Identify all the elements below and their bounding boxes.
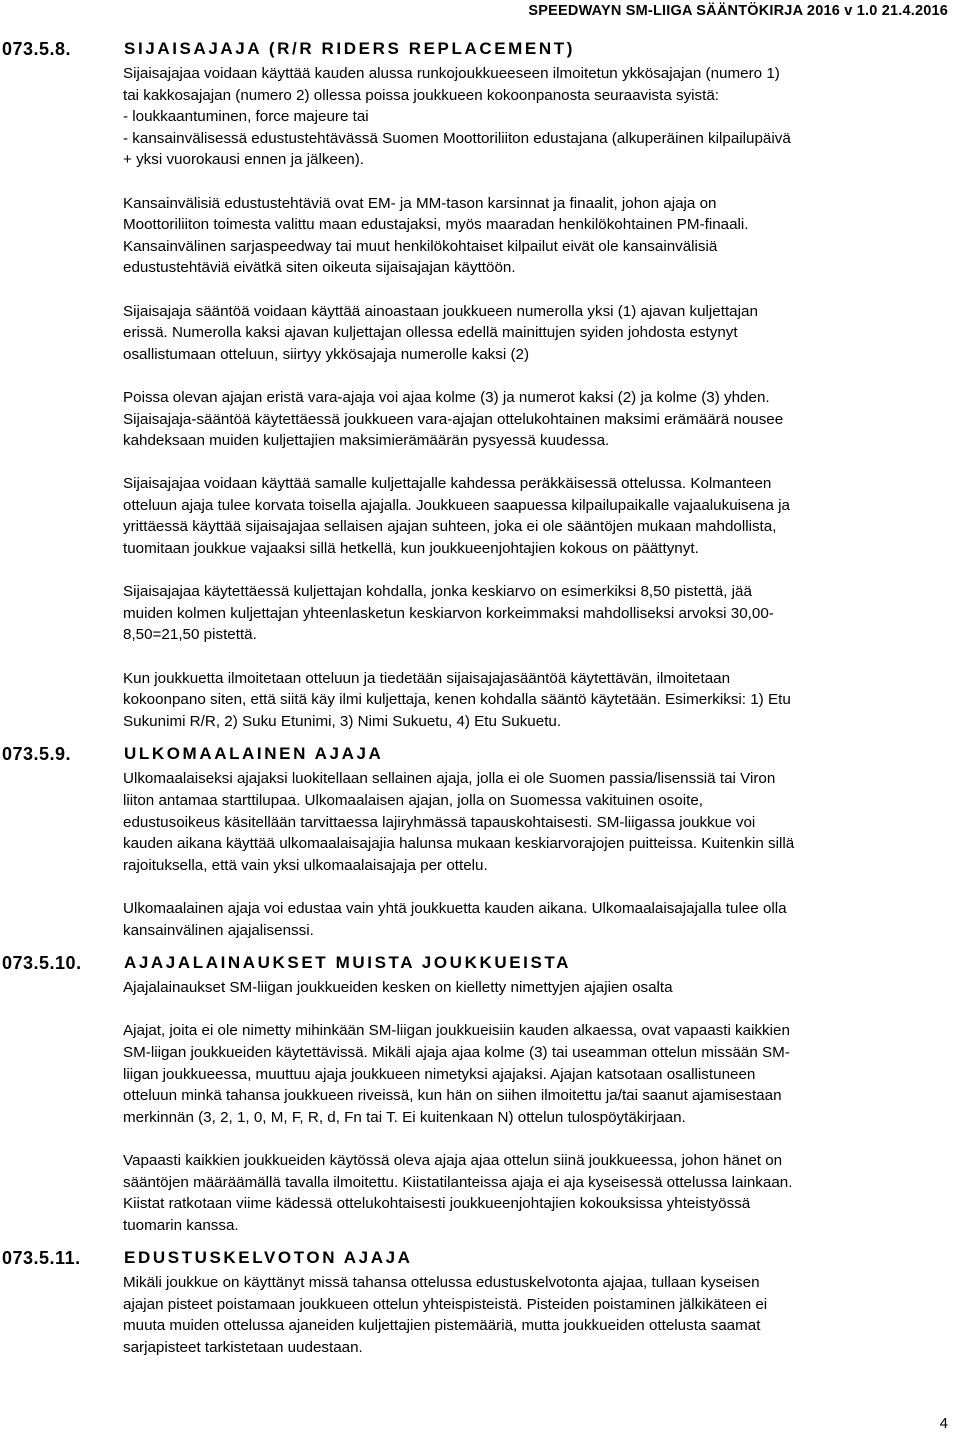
section-heading — [0, 953, 960, 977]
paragraph — [123, 193, 948, 279]
section-title: SIJAISAJAJA (R/R RIDERS REPLACEMENT) — [124, 39, 575, 58]
paragraph — [123, 668, 948, 733]
text-line: erissä. Numerolla kaksi ajavan kuljettajan ollessa edellä mainittujen syiden johdosta estynyt — [123, 324, 738, 342]
section-body — [123, 768, 948, 941]
text-line: rajoituksella, että vain yksi ulkomaalaisajaja per ottelu. — [123, 856, 488, 874]
text-line: Kun joukkuetta ilmoitetaan otteluun ja tiedetään sijaisajajasääntöä käytettävän, ilmoitetaan — [123, 669, 731, 687]
paragraph — [123, 1150, 948, 1236]
text-line: osallistumaan otteluun, siirtyy ykkösajaja numerolle kaksi (2) — [123, 345, 530, 363]
section-title: EDUSTUSKELVOTON AJAJA — [124, 1248, 413, 1268]
text-line: Sukunimi R/R, 2) Suku Etunimi, 3) Nimi Sukuetu, 4) Etu Sukuetu. — [123, 712, 562, 730]
section-number: 073.5.11. — [2, 1248, 81, 1269]
text-line: + yksi vuorokausi ennen ja jälkeen). — [123, 151, 365, 169]
text-line: kahdeksaan muiden kuljettajien maksimierämäärän pysyessä kuudessa. — [123, 432, 610, 450]
text-line: Ulkomaalainen ajaja voi edustaa vain yhtä joukkuetta kauden aikana. Ulkomaalaisajajalla tulee olla — [123, 899, 787, 917]
section-body — [123, 1272, 948, 1358]
text-line: tuomitaan joukkue vajaaksi sillä hetkellä, kun joukkueenjohtajien kokous on päättynyt. — [123, 540, 699, 558]
section-073-5-10 — [0, 953, 960, 1236]
paragraph — [123, 63, 948, 171]
text-line: edustustehtäviä eivätkä siten oikeuta sijaisajajan käyttöön. — [123, 259, 516, 277]
text-line: Poissa olevan ajajan eristä vara-ajaja voi ajaa kolme (3) ja numerot kaksi (2) ja kolme (3) yhden. — [123, 388, 770, 406]
text-line: tai kakkosajajan (numero 2) ollessa poissa joukkueen kokoonpanosta seuraavista syistä: — [123, 86, 720, 104]
text-line: Sijaisajaja-sääntöä käytettäessä joukkueen vara-ajajan ottelukohtainen maksimi erämäärä nousee — [123, 410, 784, 428]
text-line: otteluun ajaja tulee korvata toisella ajajalla. Joukkueen saapuessa kilpailupaikalle vajaalukuisena ja — [123, 496, 790, 514]
text-line: Kansainvälisiä edustustehtäviä ovat EM- ja MM-tason karsinnat ja finaalit, johon ajaja on — [123, 194, 717, 212]
text-line: Ajajat, joita ei ole nimetty mihinkään SM-liigan joukkueisiin kauden alkaessa, ovat vapaasti kaikkien — [123, 1022, 790, 1040]
text-line: 8,50=21,50 pistettä. — [123, 626, 257, 644]
text-line: Sijaisajajaa voidaan käyttää kauden alussa runkojoukkueeseen ilmoitetun ykkösajajan (numero 1) — [123, 65, 780, 82]
text-line: Kansainvälinen sarjaspeedway tai muut henkilökohtaiset kilpailut eivät ole kansainvälisiä — [123, 237, 718, 255]
text-line: liigan joukkueessa, muuttuu ajaja joukkueen nimetyksi ajajaksi. Ajajan katsotaan osallistuneen — [123, 1065, 756, 1083]
paragraph — [123, 387, 948, 452]
text-line: merkinnän (3, 2, 1, 0, M, F, R, d, Fn tai T. Ei kuitenkaan N) ottelun tulospöytäkirjaan. — [123, 1108, 686, 1126]
document-body — [0, 39, 960, 1359]
text-line: Mikäli joukkue on käyttänyt missä tahansa ottelussa edustuskelvotonta ajajaa, tullaan kyseisen — [123, 1274, 760, 1292]
paragraph — [123, 473, 948, 559]
paragraph — [123, 768, 948, 876]
section-073-5-8 — [0, 39, 960, 732]
text-line: muiden kolmen kuljettajan yhteenlasketun keskiarvon korkeimmaksi mahdolliseksi arvoksi 30,00- — [123, 604, 774, 622]
text-line: SM-liigan joukkueiden käytettävissä. Mikäli ajaja ajaa kolme (3) tai useamman ottelun missään SM- — [123, 1043, 790, 1061]
section-number: 073.5.10. — [2, 953, 82, 974]
text-line: edustusoikeus käsitellään tarvittaessa lajiryhmässä tapauskohtaisesti. SM-liigassa joukkue voi — [123, 813, 756, 831]
section-title: AJAJALAINAUKSET MUISTA JOUKKUEISTA — [124, 953, 571, 973]
section-073-5-11 — [0, 1248, 960, 1358]
text-line: yrittäessä käyttää sijaisajajaa sellaisen ajajan suhteen, joka ei ole sääntöjen mukaan mahdollista, — [123, 518, 777, 536]
paragraph — [123, 898, 948, 941]
text-line: kansainvälinen ajajalisenssi. — [123, 921, 314, 939]
section-073-5-9 — [0, 744, 960, 941]
section-number: 073.5.8. — [2, 39, 72, 59]
text-line: - kansainvälisessä edustustehtävässä Suomen Moottoriliiton edustajana (alkuperäinen kilpailupäivä — [123, 129, 791, 147]
text-line: Sijaisajaja sääntöä voidaan käyttää ainoastaan joukkueen numerolla yksi (1) ajavan kuljettajan — [123, 302, 758, 320]
section-title: ULKOMAALAINEN AJAJA — [124, 744, 384, 764]
text-line: Vapaasti kaikkien joukkueiden käytössä oleva ajaja ajaa ottelun siinä joukkueessa, johon hänet on — [123, 1151, 783, 1169]
text-line: liiton antamaa starttilupaa. Ulkomaalaisen ajajan, jolla on Suomessa vakituinen osoite, — [123, 792, 703, 809]
text-line: Sijaisajajaa voidaan käyttää samalle kuljettajalle kahdessa peräkkäisessä ottelussa. Kolmanteen — [123, 475, 772, 493]
section-number: 073.5.9. — [2, 744, 72, 765]
section-heading — [0, 1248, 960, 1272]
text-line: muuta muiden ottelussa ajaneiden kuljettajien pistemääriä, mutta joukkueiden ottelusta saamat — [123, 1317, 761, 1335]
text-line: sarjapisteet tarkistetaan uudestaan. — [123, 1339, 363, 1357]
document-header: SPEEDWAYN SM-LIIGA SÄÄNTÖKIRJA 2016 v 1.0 21.4.2016 — [528, 3, 948, 19]
text-line: otteluun minkä tahansa joukkueen riveissä, kun hän on siihen ilmoitettu ja/tai saanut ajamisestaan — [123, 1087, 782, 1105]
section-heading — [0, 744, 960, 768]
text-line: ajajan pisteet poistamaan joukkueen ottelun yhteispisteistä. Pisteiden poistaminen jälkikäteen ei — [123, 1295, 768, 1313]
text-line: Moottoriliiton toimesta valittu maan edustajaksi, myös maaradan henkilökohtainen PM-finaali. — [123, 216, 749, 234]
text-line: Kiistat ratkotaan viime kädessä ottelukohtaisesti joukkueenjohtajien kokouksissa yhteistyössä — [123, 1195, 751, 1213]
section-body — [123, 977, 948, 1236]
text-line: Ajajalainaukset SM-liigan joukkueiden kesken on kielletty nimettyjen ajajien osalta — [123, 979, 673, 997]
text-line: sääntöjen määräämällä tavalla ilmoitettu. Kiistatilanteissa ajaja ei aja kyseisessä ottelussa lainkaan. — [123, 1173, 793, 1191]
section-heading — [0, 39, 960, 63]
paragraph — [123, 301, 948, 366]
paragraph — [123, 581, 948, 646]
text-line: Ulkomaalaiseksi ajajaksi luokitellaan sellainen ajaja, jolla ei ole Suomen passia/lisenssiä tai Viron — [123, 770, 776, 788]
text-line: - loukkaantuminen, force majeure tai — [123, 108, 369, 126]
paragraph — [123, 1020, 948, 1128]
text-line: tuomarin kanssa. — [123, 1216, 239, 1234]
text-line: kokoonpano siten, että siitä käy ilmi kuljettaja, kenen kohdalla sääntö käytetään. Esimerkiksi: 1) Etu — [123, 691, 791, 709]
text-line: Sijaisajajaa käytettäessä kuljettajan kohdalla, jonka keskiarvo on esimerkiksi 8,50 pistettä, jää — [123, 583, 752, 601]
text-line: kauden aikana käyttää ulkomaalaisajajia halunsa mukaan keskiarvorajojen puitteissa. Kuitenkin sillä — [123, 835, 795, 853]
paragraph — [123, 1272, 948, 1358]
section-body — [123, 63, 948, 732]
page-number: 4 — [939, 1415, 948, 1432]
paragraph — [123, 977, 948, 999]
